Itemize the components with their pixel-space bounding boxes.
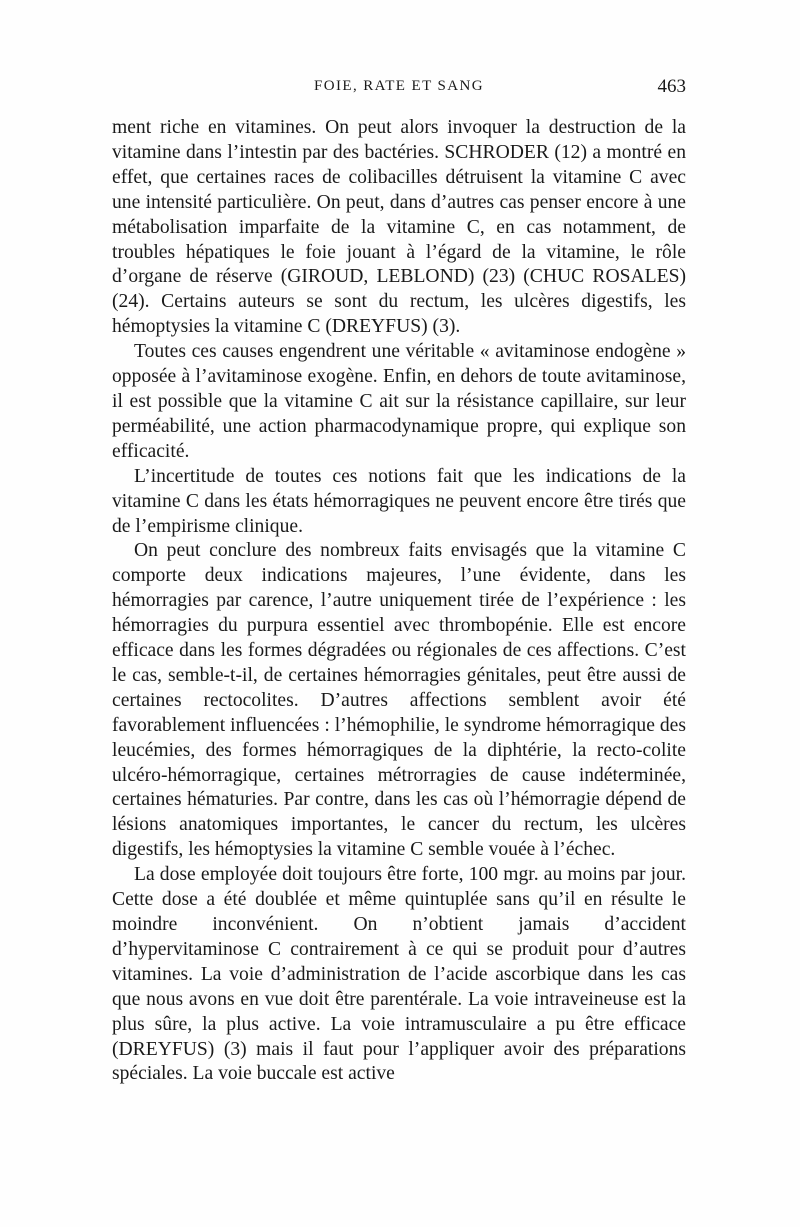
paragraph: L’incertitude de toutes ces notions fait que les indications de la vitamine C dans les états hémorragiques ne peuvent encore être tirés que de l’empirisme clinique. — [112, 465, 686, 537]
body-text — [112, 116, 686, 1087]
paragraph: La dose employée doit toujours être forte, 100 mgr. au moins par jour. Cette dose a été doublée et même quintuplée sans qu’il en résulte le moindre inconvénient. On n’obtient jamais d’accident d’hypervitaminose C contrairement à ce qui se produit pour d’autres vitamines. La voie d’administration de l’acide ascorbique dans les cas que nous avons en vue doit être parentérale. La voie intraveineuse est la plus sûre, la plus active. La voie intramusculaire a pu être efficace (DREYFUS) (3) mais il faut pour l’appliquer avoir des préparations spéciales. La voie buccale est active — [112, 864, 686, 1085]
paragraph: Toutes ces causes engendrent une véritable « avitaminose endogène » opposée à l’avitaminose exogène. Enfin, en dehors de toute avitaminose, il est possible que la vitamine C ait sur la résistance capillaire, sur leur perméabilité, une action pharmacodynamique propre, qui explique son efficacité. — [112, 341, 686, 462]
paragraph: On peut conclure des nombreux faits envisagés que la vitamine C comporte deux indications majeures, l’une évidente, dans les hémorragies par carence, l’autre uniquement tirée de l’expérience : les hémorragies du purpura essentiel avec thrombopénie. Elle est encore efficace dans les formes dégradées ou régionales de ces affections. C’est le cas, semble-t-il, de certaines hémorragies génitales, peut être aussi de certaines rectocolites. D’autres affections semblent avoir été favorablement influencées : l’hémophilie, le syndrome hémorragique des leucémies, des formes hémorragiques de la diphtérie, la recto-colite ulcéro-hémorragique, certaines métrorragies de cause indéterminée, certaines hématuries. Par contre, dans les cas où l’hémorragie dépend de lésions anatomiques importantes, le cancer du rectum, les ulcères digestifs, les hémoptysies la vitamine C semble vouée à l’échec. — [112, 540, 686, 861]
page-number: 463 — [657, 76, 686, 97]
running-title: FOIE, RATE ET SANG — [314, 78, 484, 94]
paragraph-continuation: ment riche en vitamines. On peut alors invoquer la destruction de la vitamine dans l’intestin par des bactéries. SCHRODER (12) a montré en effet, que certaines races de colibacilles détruisent la vitamine C avec une intensité particulière. On peut, dans d’autres cas penser encore à une métabolisation imparfaite de la vitamine C, en cas notamment, de troubles hépatiques le foie jouant à l’égard de la vitamine, le rôle d’organe de réserve (GIROUD, LEBLOND) (23) (CHUC ROSALES) (24). Certains auteurs se sont du rectum, les ulcères digestifs, les hémoptysies la vitamine C (DREYFUS) (3). — [112, 117, 686, 338]
running-head — [112, 76, 686, 100]
